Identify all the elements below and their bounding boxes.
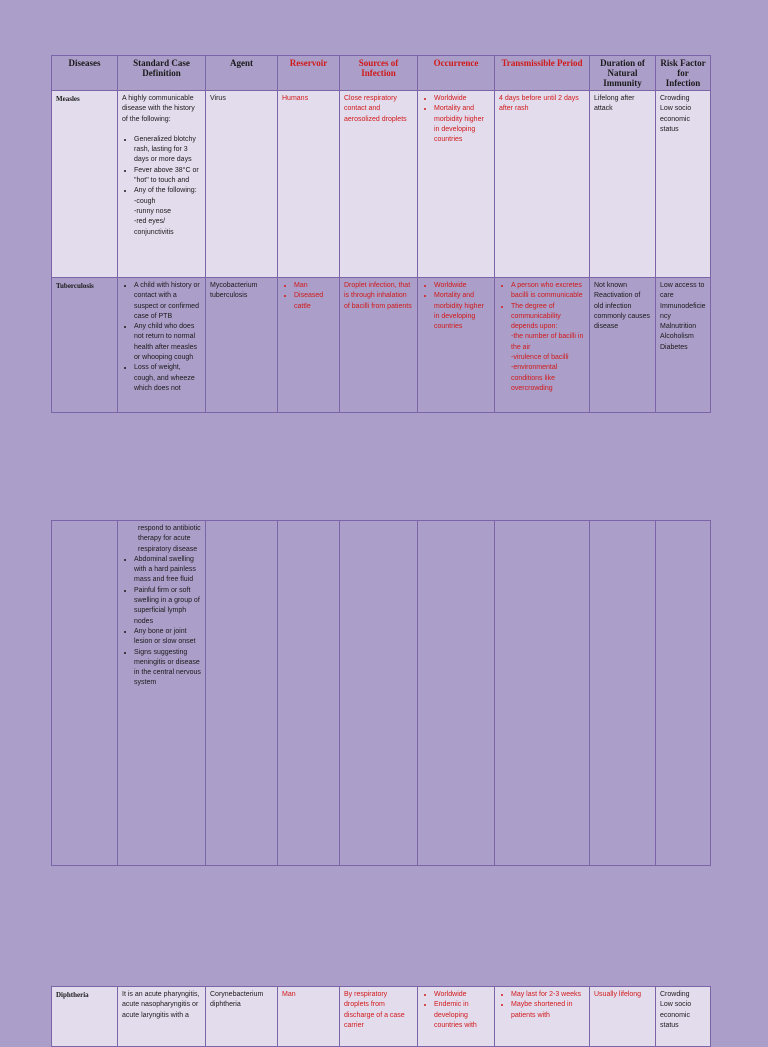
- disease-table-page-3: [51, 986, 711, 1047]
- occurrence-item: • Endemic in developing countries with: [434, 1000, 490, 1031]
- header-reservoir: Reservoir: [278, 56, 340, 91]
- reservoir: Man: [278, 987, 340, 1047]
- definition-item: • Fever above 38°C or "hot" to touch and: [134, 166, 201, 187]
- tuberculosis-row: [52, 278, 711, 413]
- case-definition: [118, 521, 206, 866]
- symptom-item: -cough: [134, 197, 156, 205]
- definition-item: • Any of the following: -cough -runny nose -red eyes/ conjunctivitis: [134, 186, 201, 237]
- disease-name: Tuberculosis: [52, 278, 118, 413]
- symptom-item: -runny nose: [134, 207, 171, 215]
- sources-of-infection: By respiratory droplets from discharge of a case carrier: [340, 987, 418, 1047]
- case-definition: It is an acute pharyngitis, acute nasopharyngitis or acute laryngitis with a: [118, 987, 206, 1047]
- header-occurrence: Occurrence: [418, 56, 495, 91]
- case-definition: [118, 278, 206, 413]
- risk-item: Immunodeficiency: [660, 302, 706, 320]
- risk-item: Diabetes: [660, 343, 688, 351]
- reservoir-item: • Diseased cattle: [294, 291, 335, 312]
- definition-item: • Any bone or joint lesion or slow onset: [134, 627, 201, 648]
- reservoir-item: • Man: [294, 281, 335, 291]
- occurrence: [418, 278, 495, 413]
- transmissible-period: [495, 278, 590, 413]
- risk-item: Low socio economic status: [660, 105, 692, 133]
- sources-of-infection: Droplet infection, that is through inhalation of bacilli from patients: [340, 278, 418, 413]
- transmissible-period: 4 days before until 2 days after rash: [495, 91, 590, 278]
- disease-name: Measles: [52, 91, 118, 278]
- occurrence-item: • Worldwide: [434, 990, 490, 1000]
- reservoir: Humans: [278, 91, 340, 278]
- risk-factors: [656, 91, 711, 278]
- sources-of-infection: Close respiratory contact and aerosolized droplets: [340, 91, 418, 278]
- risk-factors: [656, 278, 711, 413]
- factor-item: -the number of bacilli in the air: [511, 333, 584, 351]
- risk-item: Crowding: [660, 95, 690, 102]
- agent: Corynebacterium diphtheria: [206, 987, 278, 1047]
- occurrence: [418, 987, 495, 1047]
- transmissible-item: • A person who excretes bacilli is communicable: [511, 281, 585, 302]
- risk-item: Low socio economic status: [660, 1001, 692, 1029]
- transmissible-period: [495, 987, 590, 1047]
- agent: Virus: [206, 91, 278, 278]
- risk-item: Low access to care: [660, 282, 705, 300]
- definition-item: • Generalized blotchy rash, lasting for 3 days or more days: [134, 135, 201, 166]
- transmissible-item: • The degree of communicability depends upon: -the number of bacilli in the air -virulence of bacilli -environmental conditions like overcrowding: [511, 302, 585, 395]
- definition-item: • Any child who does not return to normal health after measles or whooping cough: [134, 322, 201, 363]
- disease-name: Diphtheria: [52, 987, 118, 1047]
- occurrence: [418, 91, 495, 278]
- risk-item: Alcoholism: [660, 333, 694, 341]
- natural-immunity: Usually lifelong: [590, 987, 656, 1047]
- disease-table-page-2: [51, 520, 711, 866]
- diphtheria-row: [52, 987, 711, 1047]
- header-case-definition: Standard Case Definition: [118, 56, 206, 91]
- transmissible-item: • May last for 2-3 weeks: [511, 990, 585, 1000]
- header-sources: Sources of Infection: [340, 56, 418, 91]
- definition-item: • A child with history or contact with a suspect or confirmed case of PTB: [134, 281, 201, 322]
- header-row: [52, 56, 711, 91]
- header-transmissible: Transmissible Period: [495, 56, 590, 91]
- risk-item: Malnutrition: [660, 323, 697, 331]
- natural-immunity: Lifelong after attack: [590, 91, 656, 278]
- transmissible-item: • Maybe shortened in patients with: [511, 1000, 585, 1021]
- occurrence-item: • Worldwide: [434, 94, 490, 104]
- header-immunity: Duration of Natural Immunity: [590, 56, 656, 91]
- factor-item: -virulence of bacilli: [511, 354, 569, 362]
- header-agent: Agent: [206, 56, 278, 91]
- measles-row: [52, 91, 711, 278]
- definition-item: • Loss of weight, cough, and wheeze which does not: [134, 363, 201, 394]
- tuberculosis-continued-row: [52, 521, 711, 866]
- reservoir: [278, 278, 340, 413]
- header-risk: Risk Factor for Infection: [656, 56, 711, 91]
- definition-item: • Painful firm or soft swelling in a group of superficial lymph nodes: [134, 586, 201, 627]
- definition-item: • Signs suggesting meningitis or disease in the central nervous system: [134, 648, 201, 689]
- occurrence-item: • Mortality and morbidity higher in developing countries: [434, 104, 490, 145]
- risk-factors: [656, 987, 711, 1047]
- occurrence-item: • Worldwide: [434, 281, 490, 291]
- definition-intro: A highly communicable disease with the history of the following:: [122, 95, 195, 123]
- agent: Mycobacterium tuberculosis: [206, 278, 278, 413]
- header-diseases: Diseases: [52, 56, 118, 91]
- definition-continued: respond to antibiotic therapy for acute respiratory disease: [138, 525, 201, 553]
- disease-table-page-1: [51, 55, 711, 413]
- factor-item: -environmental conditions like overcrowding: [511, 364, 558, 392]
- natural-immunity: Not known Reactivation of old infection commonly causes disease: [590, 278, 656, 413]
- definition-item: • Abdominal swelling with a hard painless mass and free fluid: [134, 555, 201, 586]
- risk-item: Crowding: [660, 991, 690, 998]
- occurrence-item: • Mortality and morbidity higher in developing countries: [434, 291, 490, 332]
- symptom-item: -red eyes/ conjunctivitis: [134, 218, 174, 236]
- case-definition: [118, 91, 206, 278]
